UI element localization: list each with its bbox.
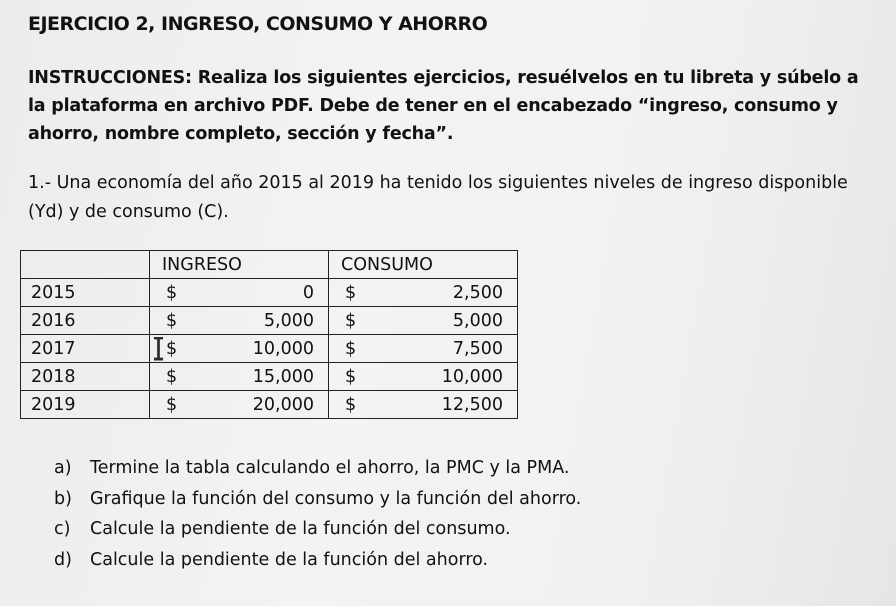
ingreso-cell	[150, 279, 329, 307]
instructions-paragraph	[28, 64, 878, 148]
consumo-cell	[329, 363, 518, 391]
consumo-value: 12,500	[441, 394, 503, 415]
consumo-cell	[329, 307, 518, 335]
table-header-row	[21, 251, 518, 279]
currency-symbol: $	[166, 310, 178, 331]
document-title: EJERCICIO 2, INGRESO, CONSUMO Y AHORRO	[28, 13, 488, 35]
list-item	[54, 453, 581, 484]
task-letter: a)	[54, 458, 72, 478]
ingreso-cell	[150, 335, 329, 363]
header-ingreso: INGRESO	[150, 251, 329, 279]
ingreso-cell	[150, 307, 329, 335]
year-cell: 2019	[21, 391, 150, 419]
task-text: Calcule la pendiente de la función del ahorro.	[90, 549, 489, 570]
exercise-statement: 1.- Una economía del año 2015 al 2019 ha tenido los siguientes niveles de ingreso disponible (Yd) y de consumo (C).	[28, 173, 848, 222]
income-consumption-table	[20, 250, 518, 419]
currency-symbol: $	[166, 394, 178, 415]
consumo-value: 5,000	[452, 310, 503, 331]
year-cell: 2015	[21, 279, 150, 307]
task-text: Calcule la pendiente de la función del consumo.	[90, 519, 511, 539]
task-text: Grafique la función del consumo y la función del ahorro.	[90, 488, 582, 509]
list-item	[54, 484, 581, 515]
consumo-value: 2,500	[452, 282, 503, 303]
ingreso-value: 10,000	[252, 338, 314, 359]
consumo-cell	[329, 279, 518, 307]
currency-symbol: $	[345, 310, 357, 331]
ingreso-value: 5,000	[263, 310, 314, 331]
task-letter: c)	[54, 519, 71, 539]
task-text: Termine la tabla calculando el ahorro, la PMC y la PMA.	[90, 458, 570, 478]
ingreso-value: 15,000	[252, 366, 314, 387]
currency-symbol: $	[345, 338, 357, 359]
currency-symbol: $	[166, 282, 178, 303]
table-row	[21, 391, 518, 419]
header-consumo: CONSUMO	[329, 251, 518, 279]
ingreso-value: 20,000	[252, 394, 314, 415]
currency-symbol: $	[166, 338, 178, 359]
task-letter: b)	[54, 488, 72, 509]
task-letter: d)	[54, 549, 72, 570]
ingreso-cell	[150, 391, 329, 419]
list-item	[54, 545, 581, 576]
instructions-label: INSTRUCCIONES:	[28, 68, 192, 88]
ingreso-cell	[150, 363, 329, 391]
year-cell: 2016	[21, 307, 150, 335]
currency-symbol: $	[166, 366, 178, 387]
table-row	[21, 363, 518, 391]
consumo-cell	[329, 391, 518, 419]
task-list	[54, 453, 581, 575]
header-year	[21, 251, 150, 279]
consumo-value: 10,000	[441, 366, 503, 387]
instructions-text: Realiza los siguientes ejercicios, resuélvelos en tu libreta y súbelo a la plataforma en archivo PDF. Debe de tener en el encabezado “ingreso, consumo y ahorro, nombre completo, sección y fecha”.	[28, 68, 859, 144]
year-cell: 2017	[21, 335, 150, 363]
consumo-cell	[329, 335, 518, 363]
consumo-value: 7,500	[452, 338, 503, 359]
list-item	[54, 514, 581, 545]
year-cell: 2018	[21, 363, 150, 391]
text-cursor-icon	[154, 337, 163, 361]
table-row	[21, 335, 518, 363]
currency-symbol: $	[345, 394, 357, 415]
currency-symbol: $	[345, 282, 357, 303]
ingreso-value: 0	[302, 282, 314, 303]
table-row	[21, 279, 518, 307]
currency-symbol: $	[345, 366, 357, 387]
table-row	[21, 307, 518, 335]
